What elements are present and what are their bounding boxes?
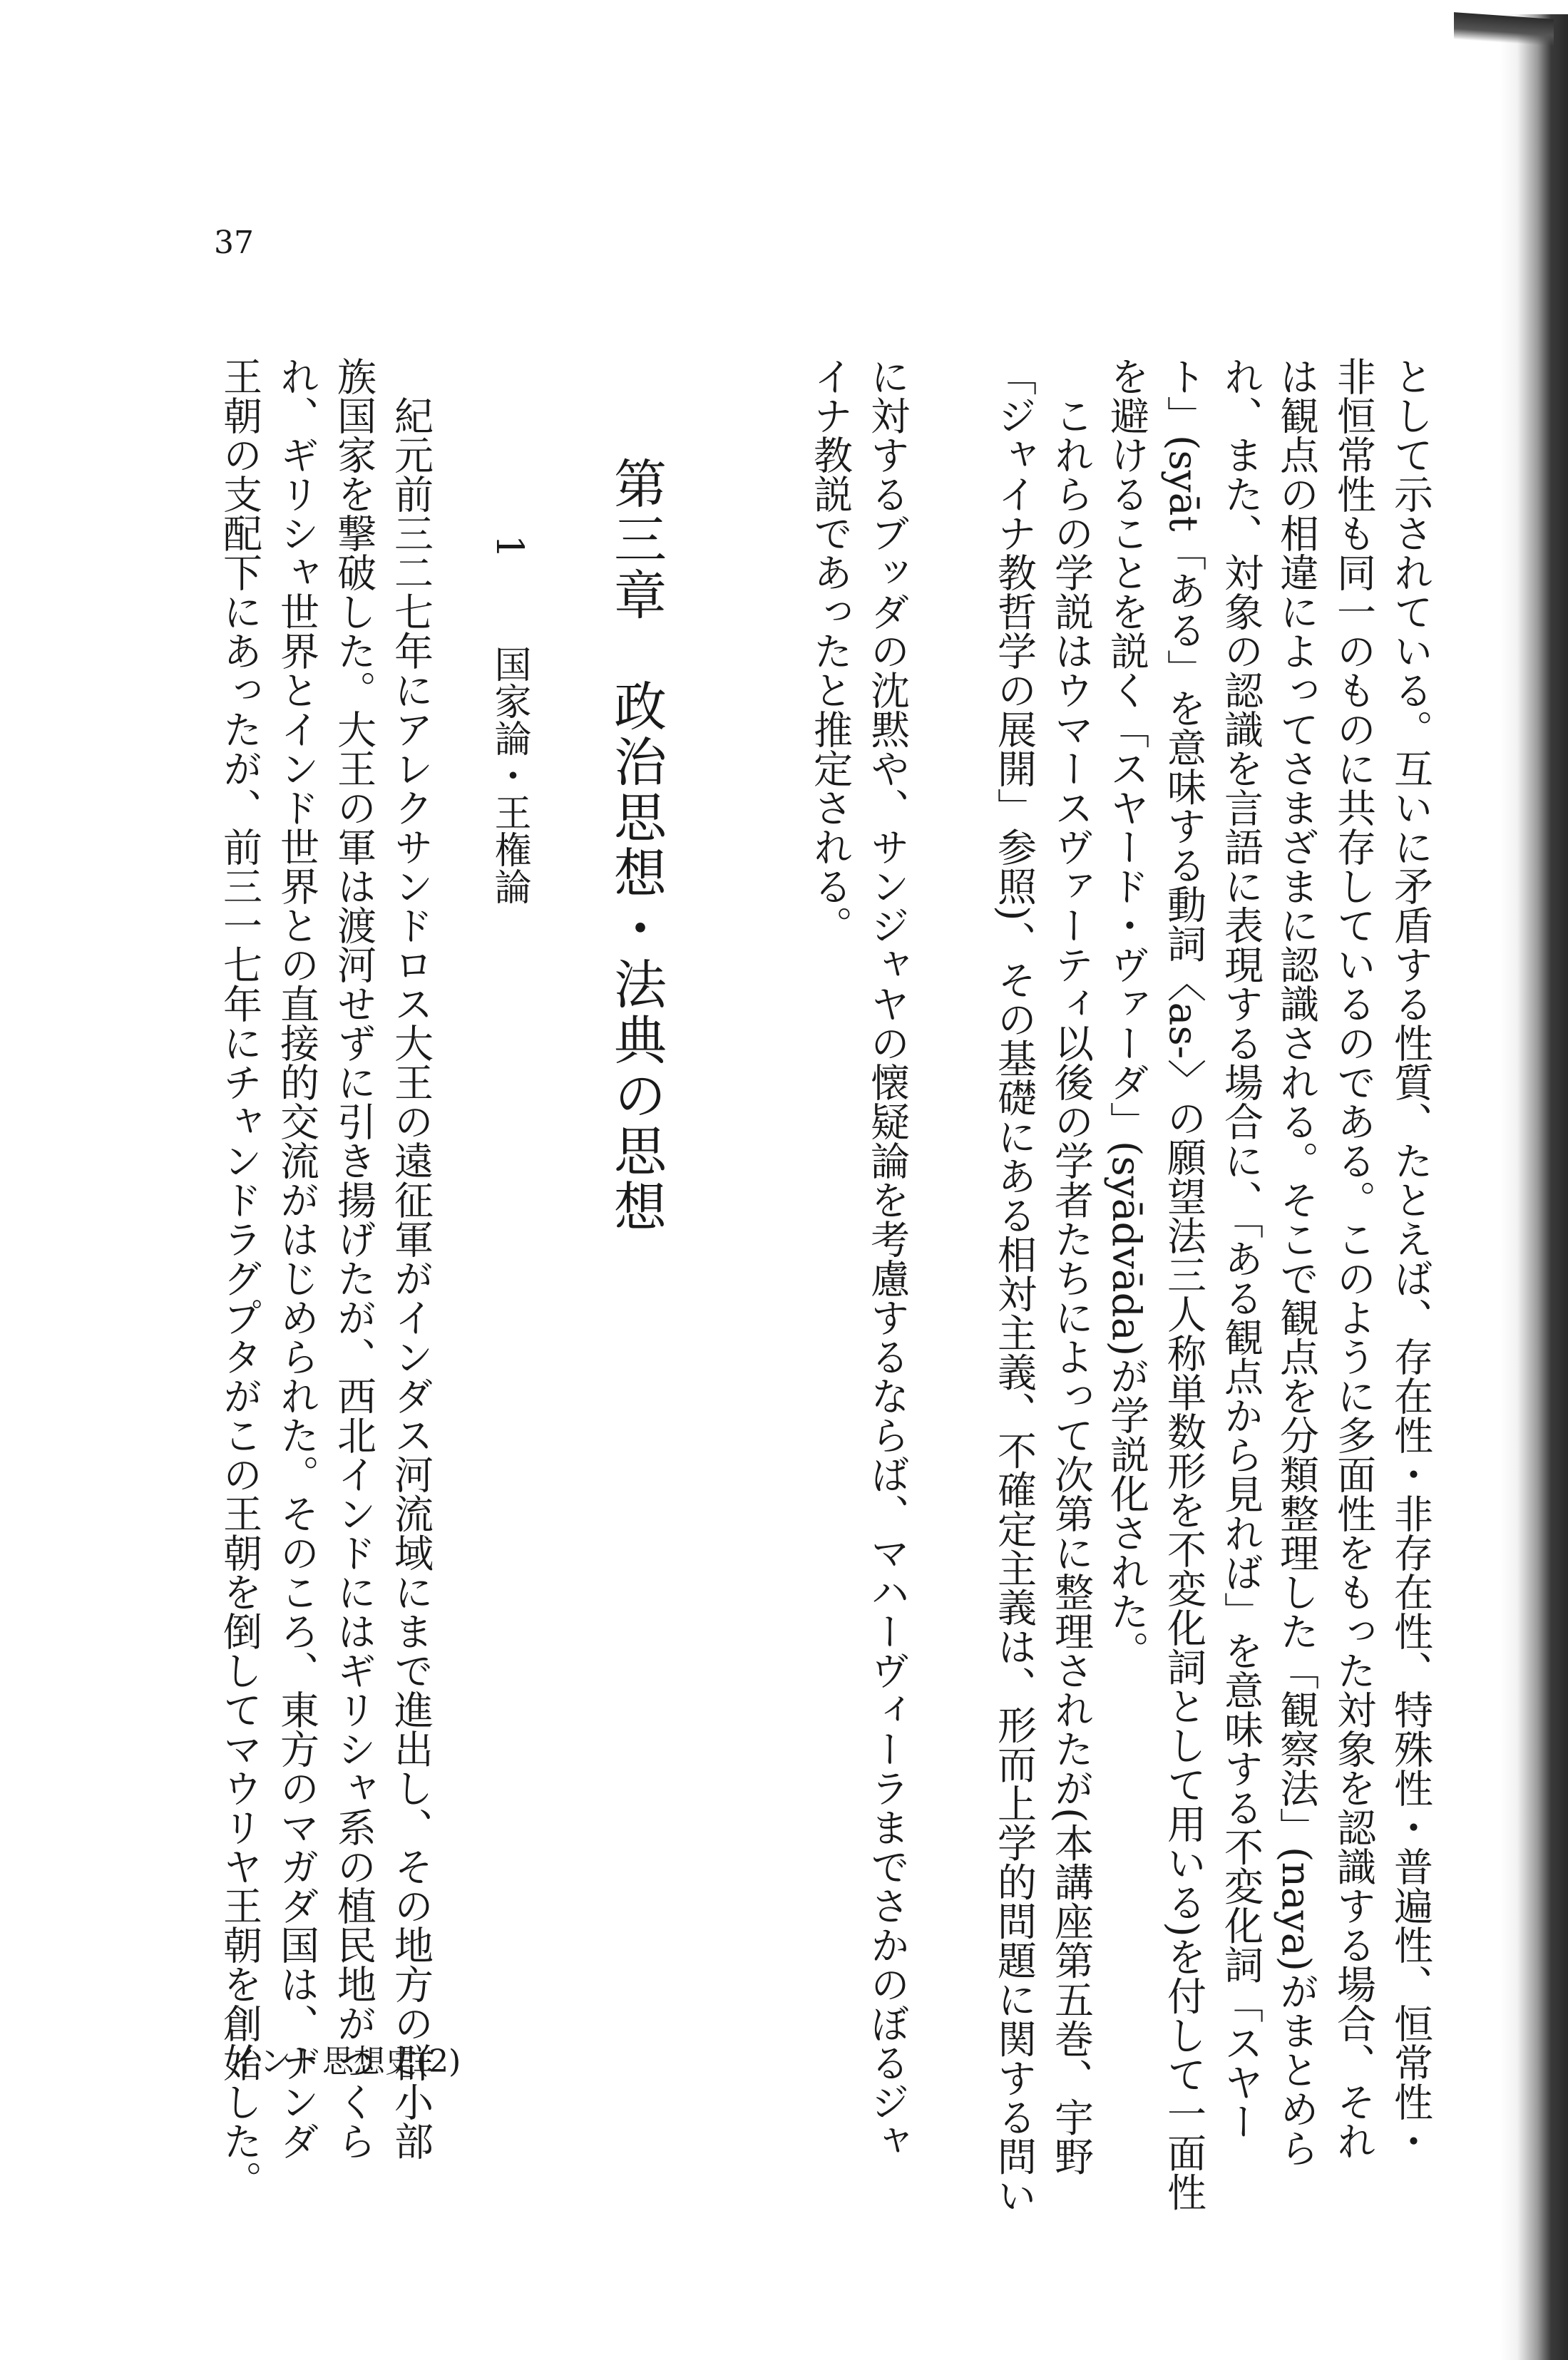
chapter-heading: 第三章 政治思想・法典の思想 — [605, 456, 667, 1235]
section-title: 国家論・王権論 — [488, 645, 531, 905]
text-column: れ、ギリシャ世界とインド世界との直接的交流がはじめられた。そのころ、東方のマガダ国は、ナンダ — [274, 356, 319, 2160]
text-column: として示されている。互いに矛盾する性質、たとえば、存在性・非存在性、特殊性・普遍性、恒常性・ — [1388, 356, 1433, 2160]
section-number: 1 — [488, 535, 531, 559]
page-number: 37 — [214, 225, 254, 261]
text-column: は観点の相違によってさまざまに認識される。そこで観点を分類整理した「観察法」(naya)がまとめら — [1274, 356, 1319, 2167]
text-column: 非恒常性も同一のものに共存しているのである。このように多面性をもった対象を認識する場合、それ — [1331, 356, 1376, 2160]
running-footer-title: インド思想史(2) — [228, 2043, 461, 2080]
text-column: れ、また、対象の認識を言語に表現する場合に、「ある観点から見れば」を意味する不変化詞「スヤー — [1218, 356, 1264, 2141]
text-column: 王朝の支配下にあったが、前三一七年にチャンドラグプタがこの王朝を倒してマウリヤ王朝を創始した。 — [217, 356, 262, 2200]
text-column: に対するブッダの沈黙や、サンジャヤの懐疑論を考慮するならば、マハーヴィーラまでさかのぼるジャ — [864, 356, 910, 2160]
text-column: ト」(syāt「ある」を意味する動詞〈as-〉の願望法三人称単数形を不変化詞として用いる)を付して一面性 — [1161, 356, 1206, 2212]
text-column: 紀元前三二七年にアレクサンドロス大王の遠征軍がインダス河流域にまで進出し、その地方の群小部 — [388, 396, 434, 2160]
text-column: 「ジャイナ教哲学の展開」参照)、その基礎にある相対主義、不確定主義は、形而上学的問題に関する問い — [991, 356, 1037, 2215]
text-column: 族国家を撃破した。大王の軍は渡河せずに引き揚げたが、西北インドにはギリシャ系の植民地がつくら — [331, 356, 376, 2160]
page-binding-edge — [1500, 14, 1568, 2360]
text-column: これらの学説はウマースヴァーティ以後の学者たちによって次第に整理されたが(本講座第五巻、宇野 — [1048, 396, 1094, 2176]
text-column: イナ教説であったと推定される。 — [807, 356, 853, 945]
text-column: を避けることを説く「スヤード・ヴァーダ」(syādvāda)が学説化された。 — [1104, 356, 1149, 1671]
